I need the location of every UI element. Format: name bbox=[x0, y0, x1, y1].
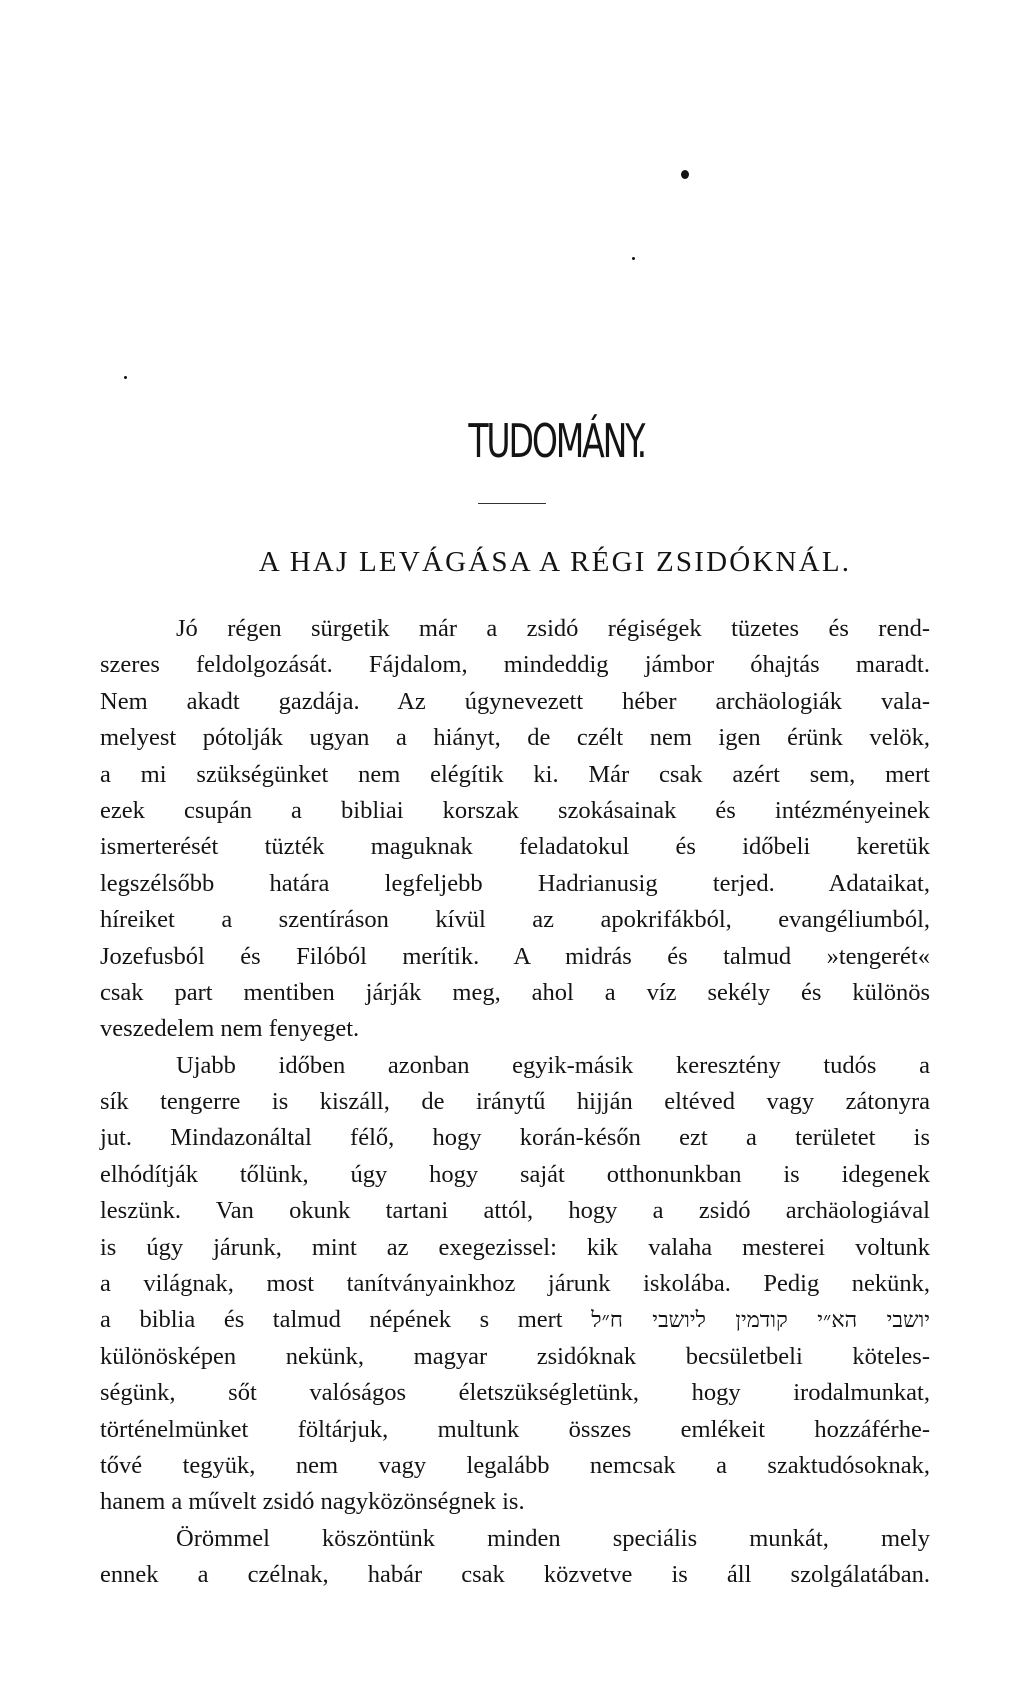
text-line: ennek a czélnak, habár csak közvetve is áll szolgálatában. bbox=[100, 1561, 930, 1589]
article-title: A HAJ LEVÁGÁSA A RÉGI ZSIDÓKNÁL. bbox=[258, 546, 852, 578]
text-line: melyest pótolják ugyan a hiányt, de czélt nem igen érünk velök, bbox=[100, 724, 930, 752]
text-line: tővé tegyük, nem vagy legalább nemcsak a szaktudósoknak, bbox=[100, 1451, 930, 1479]
article-body bbox=[100, 611, 930, 1594]
text-line: Örömmel köszöntünk minden speciális munkát, mely bbox=[176, 1524, 930, 1552]
text-line: ségünk, sőt valóságos életszükségletünk, hogy irodalmunkat, bbox=[100, 1379, 930, 1407]
text-line: hanem a művelt zsidó nagyközönségnek is. bbox=[100, 1488, 525, 1516]
text-line: a világnak, most tanítványainkhoz járunk iskolába. Pedig nekünk, bbox=[100, 1270, 930, 1298]
text-line: csak part mentiben járják meg, ahol a víz sekély és különös bbox=[100, 978, 930, 1006]
text-line: Jó régen sürgetik már a zsidó régiségek tüzetes és rend- bbox=[176, 615, 930, 642]
text-line: jut. Mindazonáltal félő, hogy korán-későn ezt a területet is bbox=[100, 1124, 930, 1152]
text-line: szeres feldolgozását. Fájdalom, mindeddig jámbor óhajtás maradt. bbox=[100, 651, 930, 679]
text-line-with-hebrew bbox=[100, 1302, 930, 1338]
text-line: ismerterését tüzték maguknak feladatokul és időbeli keretük bbox=[100, 833, 930, 861]
text-line: történelmünket föltárjuk, multunk összes emlékeit hozzáférhe- bbox=[100, 1415, 930, 1443]
text-line: leszünk. Van okunk tartani attól, hogy a zsidó archäologiával bbox=[100, 1197, 930, 1225]
text-line: különösképen nekünk, magyar zsidóknak becsületbeli köteles- bbox=[100, 1342, 930, 1370]
text-line: ezek csupán a bibliai korszak szokásainak és intézményeinek bbox=[100, 796, 930, 824]
text-line: sík tengerre is kiszáll, de iránytű hijján eltéved vagy zátonyra bbox=[100, 1088, 930, 1116]
text-line: elhódítják tőlünk, úgy hogy saját otthonunkban is idegenek bbox=[100, 1160, 930, 1188]
section-heading: TUDOMÁNY. bbox=[468, 414, 646, 468]
hebrew-line-prefix: a biblia és talmud népének s mert bbox=[100, 1306, 563, 1334]
text-line: legszélsőbb határa legfeljebb Hadrianusig terjed. Adataikat, bbox=[100, 869, 930, 897]
text-line: Ujabb időben azonban egyik-másik keresztény tudós a bbox=[176, 1051, 930, 1079]
text-line: a mi szükségünket nem elégítik ki. Már csak azért sem, mert bbox=[100, 760, 930, 788]
text-line: híreiket a szentíráson kívül az apokrifákból, evangéliumból, bbox=[100, 906, 930, 934]
ink-speck bbox=[124, 376, 127, 379]
text-line: Jozefusból és Filóból merítik. A midrás és talmud »tengerét« bbox=[100, 942, 930, 970]
ink-speck bbox=[632, 257, 635, 260]
title-divider bbox=[478, 503, 546, 504]
text-line: is úgy járunk, mint az exegezissel: kik valaha mesterei voltunk bbox=[100, 1233, 930, 1261]
hebrew-quotation: יושבי הא״י קודמין ליושבי ח״ל bbox=[591, 1308, 930, 1334]
ink-speck bbox=[681, 170, 689, 179]
text-line: veszedelem nem fenyeget. bbox=[100, 1015, 360, 1043]
text-line: Nem akadt gazdája. Az úgynevezett héber archäologiák vala- bbox=[100, 687, 930, 715]
